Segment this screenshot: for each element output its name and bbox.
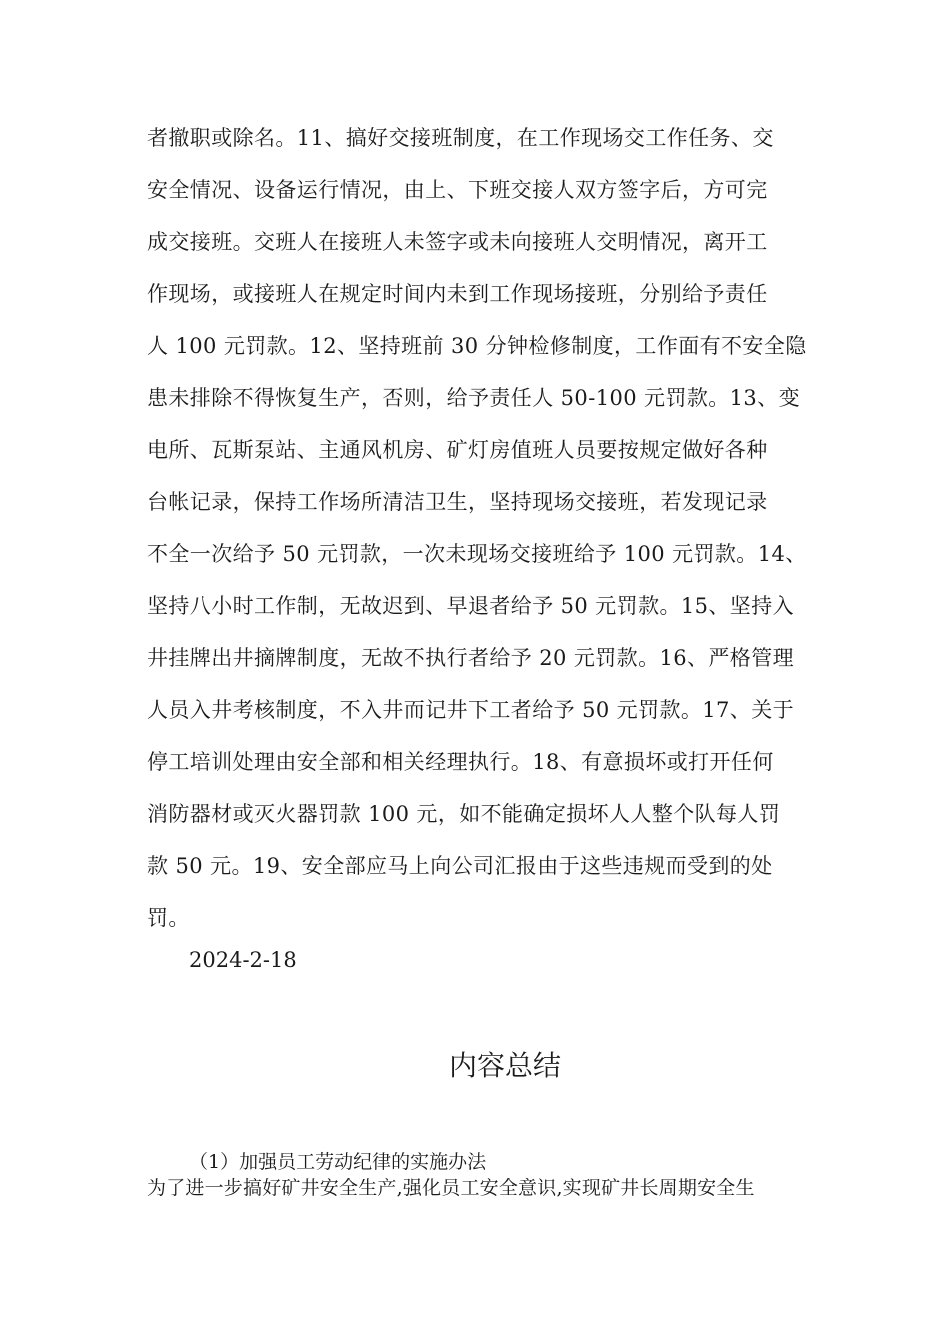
body-line: 不全一次给予 50 元罚款，一次未现场交接班给予 100 元罚款。14、 (147, 542, 807, 566)
body-text (147, 116, 817, 948)
body-line: 人 100 元罚款。12、坚持班前 30 分钟检修制度，工作面有不安全隐 (147, 334, 807, 358)
summary-title: 内容总结 (448, 1049, 561, 1082)
body-line: 安全情况、设备运行情况，由上、下班交接人双方签字后，方可完 (147, 178, 768, 202)
body-line: 停工培训处理由安全部和相关经理执行。18、有意损坏或打开任何 (147, 750, 774, 774)
body-line: 罚。 (147, 906, 190, 930)
document-date: 2024-2-18 (189, 948, 297, 972)
body-line: 坚持八小时工作制，无故迟到、早退者给予 50 元罚款。15、坚持入 (147, 594, 794, 618)
body-line: 消防器材或灭火器罚款 100 元，如不能确定损坏人人整个队每人罚 (147, 802, 781, 826)
body-line: 作现场，或接班人在规定时间内未到工作现场接班，分别给予责任 (147, 282, 768, 306)
intro-text: 为了进一步搞好矿井安全生产,强化员工安全意识,实现矿井长周期安全生 (147, 1177, 755, 1199)
body-line: 成交接班。交班人在接班人未签字或未向接班人交明情况，离开工 (147, 230, 768, 254)
body-line: 人员入井考核制度，不入井而记井下工者给予 50 元罚款。17、关于 (147, 698, 794, 722)
body-line: 台帐记录，保持工作场所清洁卫生，坚持现场交接班，若发现记录 (147, 490, 768, 514)
body-line: 款 50 元。19、安全部应马上向公司汇报由于这些违规而受到的处 (147, 854, 773, 878)
body-line: 者撤职或除名。11、搞好交接班制度，在工作现场交工作任务、交 (147, 126, 774, 150)
body-line: 井挂牌出井摘牌制度，无故不执行者给予 20 元罚款。16、严格管理 (147, 646, 794, 670)
body-line: 电所、瓦斯泵站、主通风机房、矿灯房值班人员要按规定做好各种 (147, 438, 768, 462)
body-line: 患未排除不得恢复生产，否则，给予责任人 50-100 元罚款。13、变 (147, 386, 800, 410)
section-heading: （1）加强员工劳动纪律的实施办法 (189, 1151, 487, 1173)
